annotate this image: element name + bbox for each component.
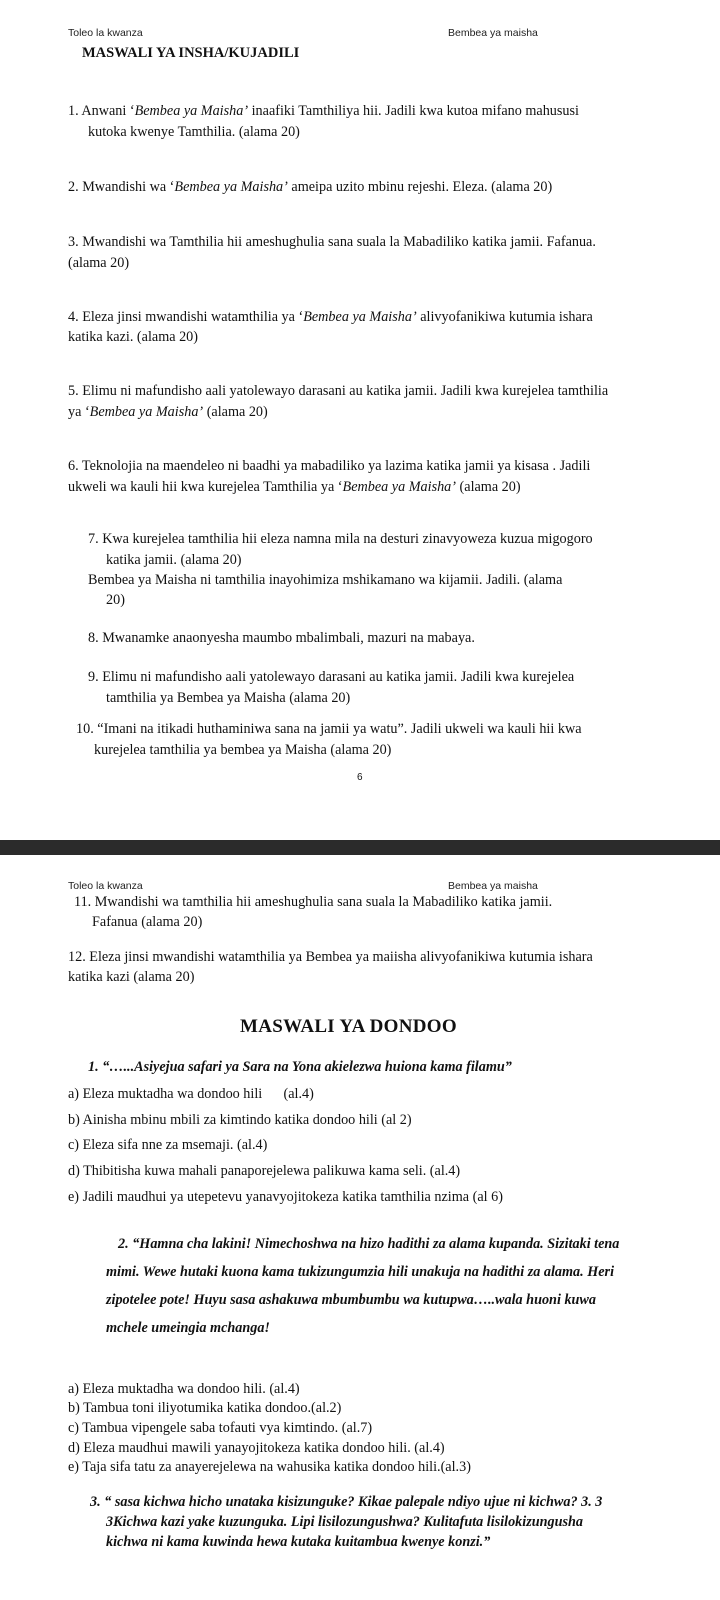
excerpt-2-question-e: e) Taja sifa tatu za anayerejelewa na wahusika katika dondoo hili.(al.3) (68, 1459, 471, 1475)
question-7-line-2: katika jamii. (alama 20) (106, 552, 242, 568)
question-11-line-1: 11. Mwandishi wa tamthilia hii ameshughulia sana suala la Mabadiliko katika jamii. (74, 894, 553, 910)
excerpt-1-question-e: e) Jadili maudhui ya utepetevu yanavyojitokeza katika tamthilia nzima (al 6) (68, 1189, 503, 1205)
excerpt-3-quote-line-2: 3Kichwa kazi yake kuzunguka. Lipi lisilozungushwa? Kulitafuta lisilokizungusha (106, 1514, 584, 1530)
excerpt-1-question-c: c) Eleza sifa nne za msemaji. (al.4) (68, 1137, 268, 1153)
excerpt-1-quote: 1. “…...Asiyejua safari ya Sara na Yona akielezwa huiona kama filamu” (88, 1059, 512, 1075)
question-6-line-1: 6. Teknolojia na maendeleo ni baadhi ya mabadiliko ya lazima katika jamii ya kisasa . Jadili (68, 458, 591, 474)
page-separator (0, 840, 720, 855)
question-9-line-1: 9. Elimu ni mafundisho aali yatolewayo darasani au katika jamii. Jadili kwa kurejelea (88, 669, 575, 685)
excerpt-2-question-c: c) Tambua vipengele saba tofauti vya kimtindo. (al.7) (68, 1420, 373, 1436)
excerpt-2-question-b: b) Tambua toni iliyotumika katika dondoo.(al.2) (68, 1400, 342, 1416)
page-number: 6 (357, 772, 363, 783)
question-6-line-2: ukweli wa kauli hii kwa kurejelea Tamthilia ya ‘Bembea ya Maisha’ (alama 20) (68, 479, 521, 495)
excerpt-2-quote-line-4: mchele umeingia mchanga! (106, 1320, 270, 1336)
section-heading-dondoo: MASWALI YA DONDOO (240, 1016, 457, 1037)
excerpt-3-quote-line-1: 3. “ sasa kichwa hicho unataka kisizunguke? Kikae palepale ndiyo ujue ni kichwa? 3. 3 (90, 1494, 603, 1510)
question-9-line-2: tamthilia ya Bembea ya Maisha (alama 20) (106, 690, 351, 706)
question-8: 8. Mwanamke anaonyesha maumbo mbalimbali, mazuri na mabaya. (88, 630, 475, 646)
question-11-line-2: Fafanua (alama 20) (92, 914, 203, 930)
page-header-left: Toleo la kwanza (68, 880, 143, 892)
question-3-line-1: 3. Mwandishi wa Tamthilia hii ameshughulia sana suala la Mabadiliko katika jamii. Fafanua. (68, 234, 596, 250)
excerpt-2-quote-line-1: 2. “Hamna cha lakini! Nimechoshwa na hizo hadithi za alama kupanda. Sizitaki tena (118, 1236, 620, 1252)
excerpt-3-quote-line-3: kichwa ni kama kuwinda hewa kutaka kuitambua kwenye konzi.” (106, 1534, 491, 1550)
document-page-2 (0, 855, 720, 1600)
question-4-line-1: 4. Eleza jinsi mwandishi watamthilia ya ‘Bembea ya Maisha’ alivyofanikiwa kutumia ishara (68, 309, 593, 325)
question-4-line-2: katika kazi. (alama 20) (68, 329, 198, 345)
question-2: 2. Mwandishi wa ‘Bembea ya Maisha’ ameipa uzito mbinu rejeshi. Eleza. (alama 20) (68, 179, 553, 195)
question-5-line-1: 5. Elimu ni mafundisho aali yatolewayo darasani au katika jamii. Jadili kwa kurejelea tamthilia (68, 383, 609, 399)
section-heading-insha: MASWALI YA INSHA/KUJADILI (82, 45, 300, 61)
question-7-line-1: 7. Kwa kurejelea tamthilia hii eleza namna mila na desturi zinavyoweza kuzua migogoro (88, 531, 593, 547)
excerpt-2-question-a: a) Eleza muktadha wa dondoo hili. (al.4) (68, 1381, 300, 1397)
question-12-line-1: 12. Eleza jinsi mwandishi watamthilia ya Bembea ya maiisha alivyofanikiwa kutumia ishara (68, 949, 593, 965)
question-1-line-1: 1. Anwani ‘Bembea ya Maisha’ inaafiki Tamthiliya hii. Jadili kwa kutoa mifano mahususi (68, 103, 579, 119)
excerpt-1-question-b: b) Ainisha mbinu mbili za kimtindo katika dondoo hili (al 2) (68, 1112, 412, 1128)
excerpt-2-quote-line-3: zipotelee pote! Huyu sasa ashakuwa mbumbumbu wa kutupwa…..wala huoni kuwa (106, 1292, 596, 1308)
question-3-line-2: (alama 20) (68, 255, 130, 271)
question-12-line-2: katika kazi (alama 20) (68, 969, 195, 985)
excerpt-2-question-d: d) Eleza maudhui mawili yanayojitokeza katika dondoo hili. (al.4) (68, 1440, 445, 1456)
question-5-line-2: ya ‘Bembea ya Maisha’ (alama 20) (68, 404, 268, 420)
page-header-left: Toleo la kwanza (68, 27, 143, 39)
page-header-right: Bembea ya maisha (448, 880, 538, 892)
excerpt-1-question-a: a) Eleza muktadha wa dondoo hili (al.4) (68, 1086, 314, 1102)
question-7-line-4: 20) (106, 592, 125, 608)
excerpt-1-question-d: d) Thibitisha kuwa mahali panaporejelewa palikuwa kama seli. (al.4) (68, 1163, 461, 1179)
question-10-line-1: 10. “Imani na itikadi huthaminiwa sana na jamii ya watu”. Jadili ukweli wa kauli hii kwa (76, 721, 582, 737)
question-7-line-3: Bembea ya Maisha ni tamthilia inayohimiza mshikamano wa kijamii. Jadili. (alama (88, 572, 563, 588)
question-10-line-2: kurejelea tamthilia ya bembea ya Maisha (alama 20) (94, 742, 392, 758)
excerpt-2-quote-line-2: mimi. Wewe hutaki kuona kama tukizungumzia hili unakuja na hadithi za alama. Heri (106, 1264, 615, 1280)
page-header-right: Bembea ya maisha (448, 27, 538, 39)
question-1-line-2: kutoka kwenye Tamthilia. (alama 20) (88, 124, 300, 140)
